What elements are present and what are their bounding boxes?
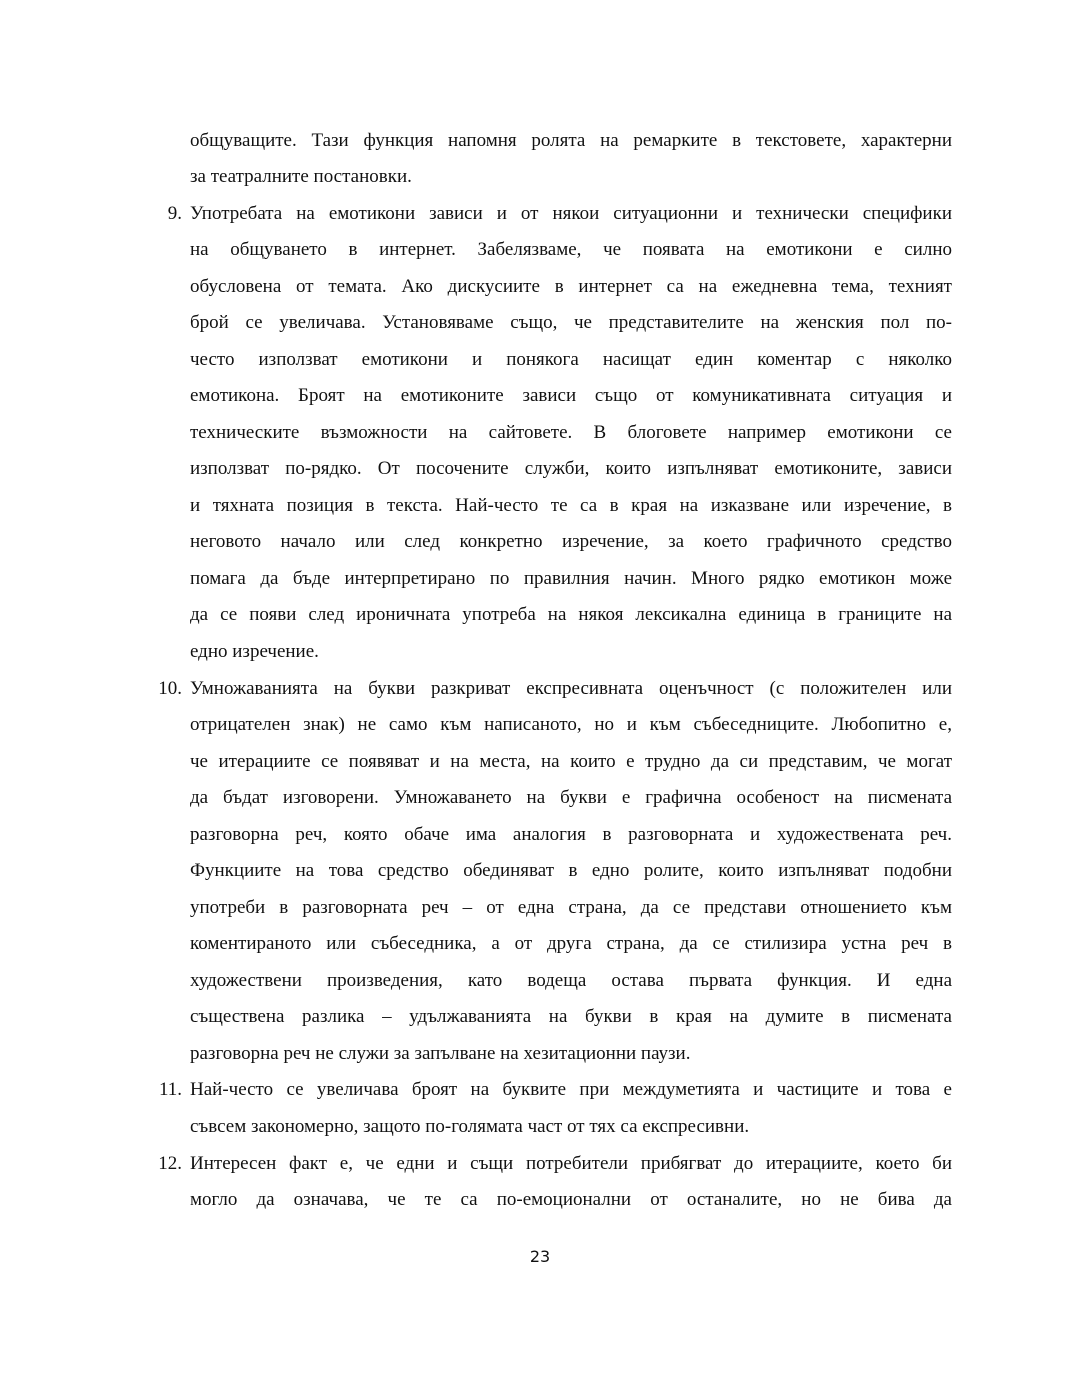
list-item-line: разговорна реч не служи за запълване на хезитационни паузи. [190, 1043, 691, 1064]
list-item-line: че итерациите се появяват и на места, на които е трудно да си представим, че могат [190, 751, 952, 772]
list-item-number: 10. [158, 678, 182, 699]
list-item-number: 9. [167, 203, 182, 224]
list-item-line: да бъдат изговорени. Умножаването на букви е графична особеност на писмената [190, 787, 952, 808]
list-item-line: емотикона. Броят на емотиконите зависи също от комуникативната ситуация и [190, 385, 952, 406]
list-item-line: неговото начало или след конкретно изречение, за което графичното средство [190, 531, 952, 552]
list-item-line: Най-често се увеличава броят на буквите при междуметията и частиците и това е [190, 1079, 952, 1100]
list-item-line: отрицателен знак) не само към написаното, но и към събеседниците. Любопитно е, [190, 714, 952, 735]
list-item-line: разговорна реч, която обаче има аналогия в разговорната и художествената реч. [190, 824, 952, 845]
list-item-line: съществена разлика – удължаванията на букви в края на думите в писмената [190, 1006, 952, 1027]
list-item-line: коментираното или събеседника, а от друга страна, да се стилизира устна реч в [190, 933, 952, 954]
list-item-line: употреби в разговорната реч – от една страна, да се представи отношението към [190, 897, 952, 918]
list-item-line: често използват емотикони и понякога насищат един коментар с няколко [190, 349, 952, 370]
list-item-line: съвсем закономерно, защото по-голямата част от тях са експресивни. [190, 1116, 750, 1137]
page-number: 23 [529, 1247, 551, 1266]
list-item-line: Интересен факт е, че едни и същи потребители прибягват до итерациите, което би [190, 1153, 952, 1174]
list-item-line: Употребата на емотикони зависи и от някои ситуационни и технически специфики [190, 203, 952, 224]
list-item-line: едно изречение. [190, 641, 319, 662]
list-item-line: Умножаванията на букви разкриват експресивната оценъчност (с положителен или [190, 678, 952, 699]
list-item-line: могло да означава, че те са по-емоционални от останалите, но не бива да [190, 1189, 952, 1210]
list-item-line: помага да бъде интерпретирано по правилния начин. Много рядко емотикон може [190, 568, 952, 589]
continuation-line: за театралните постановки. [190, 166, 412, 187]
list-item-line: художествени произведения, като водеща остава първата функция. И една [190, 970, 952, 991]
list-item-line: обусловена от темата. Ако дискусиите в интернет са на ежедневна тема, техният [190, 276, 952, 297]
list-item-line: използват по-рядко. От посочените служби, които изпълняват емотиконите, зависи [190, 458, 952, 479]
list-item-number: 11. [158, 1079, 182, 1100]
list-item-number: 12. [158, 1153, 182, 1174]
list-item-line: Функциите на това средство обединяват в едно ролите, които изпълняват подобни [190, 860, 952, 881]
list-item-line: на общуването в интернет. Забелязваме, че появата на емотикони е силно [190, 239, 952, 260]
list-item-line: техническите възможности на сайтовете. В блоговете например емотикони се [190, 422, 952, 443]
continuation-line: общуващите. Тази функция напомня ролята на ремарките в текстовете, характерни [190, 130, 952, 151]
list-item-line: брой се увеличава. Установяваме също, че представителите на женския пол по- [190, 312, 952, 333]
list-item-line: и тяхната позиция в текста. Най-често те са в края на изказване или изречение, в [190, 495, 952, 516]
list-item-line: да се появи след ироничната употреба на някоя лексикална единица в границите на [190, 604, 952, 625]
